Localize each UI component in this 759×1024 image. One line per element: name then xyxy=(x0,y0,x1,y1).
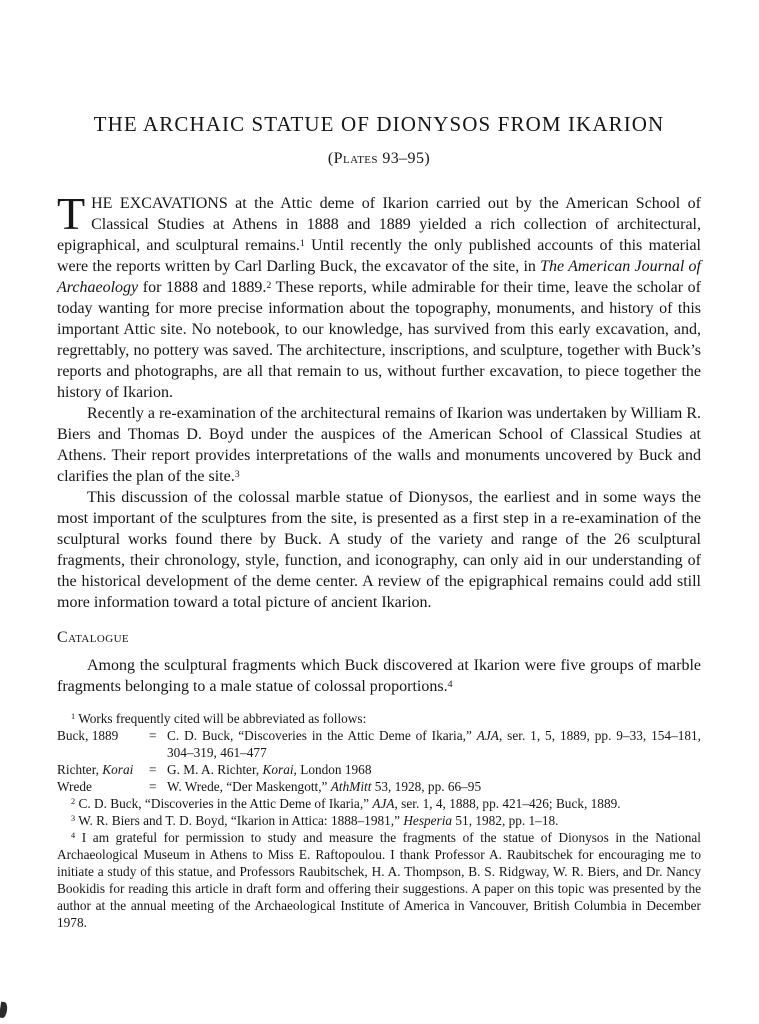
text-segment: Korai xyxy=(102,762,134,777)
article-body xyxy=(57,188,701,697)
text-segment: Recently a re-examination of the architectural remains of Ikarion was undertaken by William R. Biers and Thomas D. Boyd under the auspices of the American School of Classical Studies at Athens. Their report provides interpretations of the walls and monuments uncovered by Buck and clarifies the plan of the site. xyxy=(57,405,701,485)
abbreviation-equals: = xyxy=(149,728,157,743)
footnote-marker: 2 xyxy=(266,279,272,291)
text-segment: , London 1968 xyxy=(293,762,372,777)
footnote-marker: 1 xyxy=(299,237,305,249)
abbreviation-definition xyxy=(167,761,701,778)
abbreviation-equals: = xyxy=(149,762,157,777)
paragraph-4 xyxy=(57,655,701,697)
abbreviation-row xyxy=(57,761,701,778)
dropcap-initial: T xyxy=(57,188,86,239)
paragraph-3 xyxy=(57,487,701,613)
footnote-marker: 3 xyxy=(71,814,76,824)
footnote-4 xyxy=(57,829,701,931)
text-segment: Richter, xyxy=(57,762,103,777)
text-segment: This discussion of the colossal marble statue of Dionysos, the earliest and in some ways the most important of the sculptures from the site, is presented as a first step in a re-examination of the sculptural works found there by Buck. A study of the variety and range of the 26 sculptural fragments, their chronology, style, function, and iconography, can only aid in our understanding of the historical development of the deme center. A review of the epigraphical remains could add still more information toward a total picture of ancient Ikarion. xyxy=(57,489,701,611)
article-title: THE ARCHAIC STATUE OF DIONYSOS FROM IKARION xyxy=(93,112,665,136)
text-segment: HE EXCAVATIONS at the Attic deme of Ikarion carried out by the American School of Classical Studies at Athens in 1888 and 1889 yielded a rich collection of architectural, epigraphical, and sculptural remains. xyxy=(57,195,701,254)
text-segment: Buck, 1889 xyxy=(57,728,119,743)
text-segment: 53, 1928, pp. 66–95 xyxy=(371,779,482,794)
text-segment: for 1888 and 1889. xyxy=(138,279,267,296)
paragraph-1-text xyxy=(57,188,701,401)
footnote-marker: 4 xyxy=(71,831,76,841)
text-segment: Wrede xyxy=(57,779,92,794)
text-segment: AthMitt xyxy=(330,779,372,794)
footnote-3 xyxy=(57,812,701,829)
text-segment: , ser. 1, 5, 1889, pp. 9–33, 154–181, 304–319, 461–477 xyxy=(167,728,701,760)
catalogue-section-heading: Catalogue xyxy=(57,629,130,646)
footnotes-block xyxy=(57,710,701,931)
text-segment: These reports, while admirable for their time, leave the scholar of today wanting for more precise information about the topography, monuments, and history of this important Attic site. No notebook, to our knowledge, has survived from this early excavation, and, regrettably, no pottery was saved. The architecture, inscriptions, and sculpture, together with Buck’s reports and photographs, are all that remain to us, without further excavation, to piece together the history of Ikarion. xyxy=(57,279,701,401)
abbreviation-list xyxy=(57,727,701,795)
abbreviation-label xyxy=(57,778,149,795)
paragraph-2 xyxy=(57,403,701,487)
text-segment: I am grateful for permission to study and measure the fragments of the statue of Dionysos in the National Archaeological Museum in Athens to Miss E. Raftopoulou. I thank Professor A. Raubitschek for encouraging me to initiate a study of this statue, and Professors Raubitschek, H. A. Thompson, B. S. Ridgway, W. R. Biers, and Dr. Nancy Bookidis for reading this article in draft form and offering their suggestions. A paper on this topic was presented by the author at the annual meeting of the Archaeological Institute of America in Vancouver, British Columbia in December 1978. xyxy=(57,830,701,930)
text-segment: Hesperia xyxy=(403,813,453,828)
text-segment: C. D. Buck, “Discoveries in the Attic Deme of Ikaria,” xyxy=(75,796,373,811)
abbreviation-row xyxy=(57,778,701,795)
abbreviation-definition xyxy=(167,778,701,795)
text-segment: W. R. Biers and T. D. Boyd, “Ikarion in Attica: 1888–1981,” xyxy=(75,813,404,828)
abbreviation-label xyxy=(57,727,149,761)
footnote-marker: 4 xyxy=(447,678,453,690)
text-segment: C. D. Buck, “Discoveries in the Attic Deme of Ikaria,” xyxy=(167,728,477,743)
footnote-1-intro xyxy=(57,710,701,727)
plates-text: (Plates 93–95) xyxy=(327,150,431,167)
text-segment: 51, 1982, pp. 1–18. xyxy=(452,813,559,828)
text-segment: Among the sculptural fragments which Buck discovered at Ikarion were five groups of marble fragments belonging to a male statue of colossal proportions. xyxy=(57,657,701,695)
text-segment: Until recently the only published accounts of this material were the reports written by Carl Darling Buck, the excavator of the site, in xyxy=(57,237,701,275)
text-segment: G. M. A. Richter, xyxy=(167,762,263,777)
text-segment: W. Wrede, “Der Maskengott,” xyxy=(167,779,331,794)
text-segment: , ser. 1, 4, 1888, pp. 421–426; Buck, 1889. xyxy=(394,796,621,811)
abbreviation-label xyxy=(57,761,149,778)
text-segment: AJA xyxy=(476,728,499,743)
footnote-marker: 3 xyxy=(234,468,240,480)
text-segment: Korai xyxy=(262,762,294,777)
text-segment: The American Journal of Archaeology xyxy=(57,258,701,296)
footnote-marker: 1 xyxy=(71,712,76,722)
text-segment: Works frequently cited will be abbreviated as follows: xyxy=(75,711,367,726)
text-segment: AJA xyxy=(372,796,395,811)
footnote-2 xyxy=(57,795,701,812)
abbreviation-row xyxy=(57,727,701,761)
abbreviation-equals: = xyxy=(149,779,157,794)
footnote-marker: 2 xyxy=(71,797,76,807)
abbreviation-definition xyxy=(167,727,701,761)
plates-line xyxy=(57,150,701,168)
paragraph-1 xyxy=(57,188,701,403)
